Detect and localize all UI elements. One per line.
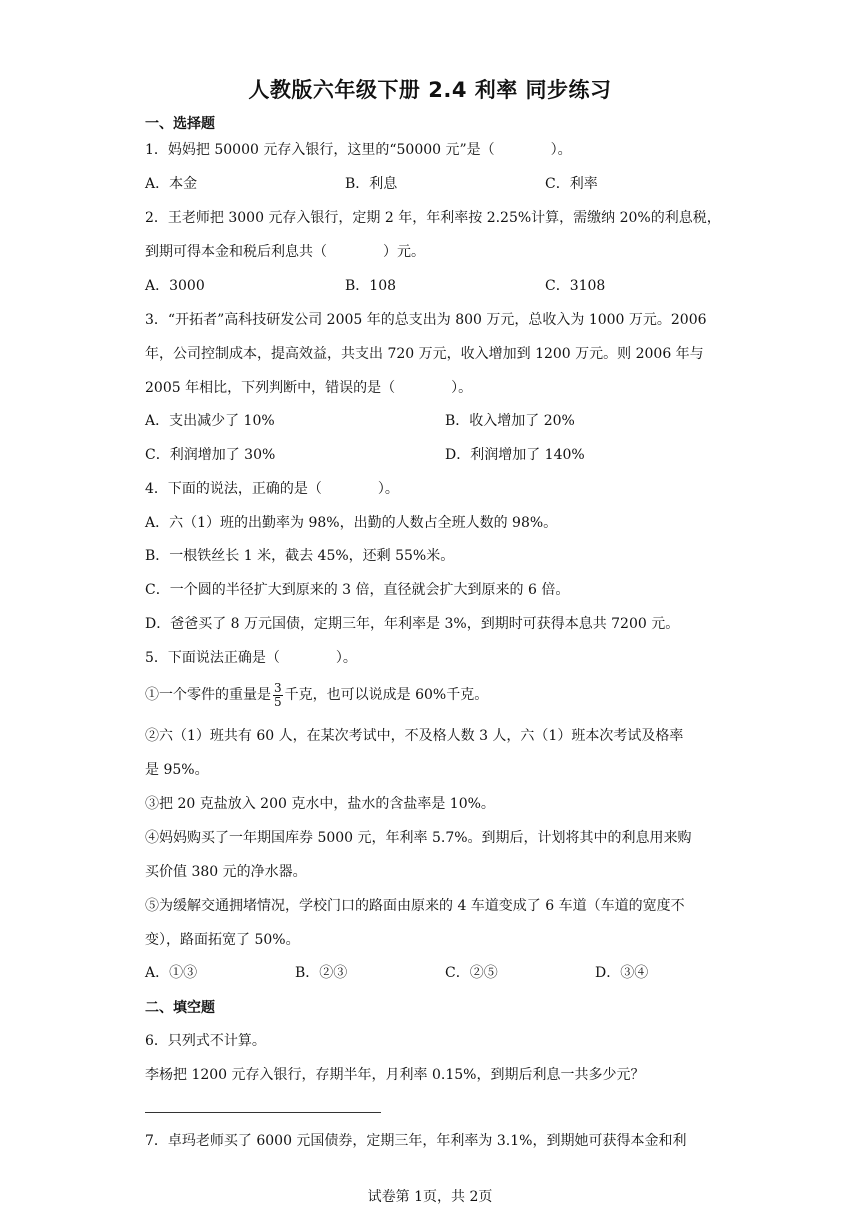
question-5-statement-4-line-2: 买价值 380 元的净水器。: [145, 864, 307, 880]
fraction-numerator: 3: [274, 680, 282, 695]
question-3-option-b[interactable]: B．收入增加了 20%: [445, 413, 575, 429]
question-5-statement-1: [145, 680, 488, 710]
section-heading-fill: 二、填空题: [145, 1000, 215, 1016]
question-5-statement-5-line-2: 变），路面拓宽了 50%。: [145, 932, 300, 948]
question-5-stem: 5．下面说法正确是（ ）。: [145, 650, 357, 666]
question-5-statement-3: ③把 20 克盐放入 200 克水中，盐水的含盐率是 10%。: [145, 796, 495, 812]
question-2-option-b[interactable]: B．108: [345, 278, 397, 294]
question-2-stem-line-2: 到期可得本金和税后利息共（ ）元。: [145, 244, 425, 260]
question-2-option-c[interactable]: C．3108: [545, 278, 606, 294]
question-5-statement-4-line-1: ④妈妈购买了一年期国库券 5000 元，年利率 5.7%。到期后，计划将其中的利息用来购: [145, 830, 692, 846]
question-3-option-a[interactable]: A．支出减少了 10%: [145, 413, 275, 429]
statement-1-text-after: 千克，也可以说成是 60%千克。: [284, 687, 489, 703]
fraction-three-fifths: [273, 682, 283, 709]
question-1-option-c[interactable]: C．利率: [545, 176, 598, 192]
question-4-option-a[interactable]: A．六（1）班的出勤率为 98%，出勤的人数占全班人数的 98%。: [145, 515, 558, 531]
question-5-statement-5-line-1: ⑤为缓解交通拥堵情况，学校门口的路面由原来的 4 车道变成了 6 车道（车道的宽度不: [145, 898, 685, 914]
fraction-denominator: 5: [274, 694, 282, 709]
question-5-option-c[interactable]: C．②⑤: [445, 965, 498, 981]
page-title: 人教版六年级下册 2.4 利率 同步练习: [248, 78, 612, 102]
question-2-stem-line-1: 2．王老师把 3000 元存入银行，定期 2 年，年利率按 2.25%计算，需缴纳 20%的利息税，: [145, 210, 721, 226]
question-7-stem: 7．卓玛老师买了 6000 元国债券，定期三年，年利率为 3.1%，到期她可获得本金和利: [145, 1133, 687, 1149]
question-5-option-b[interactable]: B．②③: [295, 965, 348, 981]
statement-1-text-before: ①一个零件的重量是: [145, 687, 271, 703]
question-6-stem: 6．只列式不计算。: [145, 1033, 266, 1049]
question-4-option-d[interactable]: D．爸爸买了 8 万元国债，定期三年，年利率是 3%，到期时可获得本息共 7200 元。: [145, 616, 680, 632]
question-1-option-a[interactable]: A．本金: [145, 176, 198, 192]
page-footer: 试卷第 1页，共 2页: [367, 1189, 493, 1205]
question-5-option-d[interactable]: D．③④: [595, 965, 649, 981]
question-4-option-c[interactable]: C．一个圆的半径扩大到原来的 3 倍，直径就会扩大到原来的 6 倍。: [145, 582, 570, 598]
question-3-stem-line-3: 2005 年相比，下列判断中，错误的是（ ）。: [145, 380, 473, 396]
question-3-option-c[interactable]: C．利润增加了 30%: [145, 447, 276, 463]
section-heading-choice: 一、选择题: [145, 116, 215, 132]
question-5-option-a[interactable]: A．①③: [145, 965, 198, 981]
question-1-option-b[interactable]: B．利息: [345, 176, 398, 192]
question-5-statement-2-line-1: ②六（1）班共有 60 人，在某次考试中，不及格人数 3 人，六（1）班本次考试及格率: [145, 728, 684, 744]
question-3-stem-line-2: 年，公司控制成本，提高效益，共支出 720 万元，收入增加到 1200 万元。则 2006 年与: [145, 346, 704, 362]
question-3-stem-line-1: 3．“开拓者”高科技研发公司 2005 年的总支出为 800 万元，总收入为 1000 万元。2006: [145, 312, 707, 328]
question-6-body: 李杨把 1200 元存入银行，存期半年，月利率 0.15%，到期后利息一共多少元？: [145, 1067, 645, 1083]
answer-blank-line[interactable]: [145, 1112, 381, 1113]
question-5-statement-2-line-2: 是 95%。: [145, 762, 209, 778]
question-1-stem: 1．妈妈把 50000 元存入银行，这里的“50000 元”是（ ）。: [145, 142, 572, 158]
question-2-option-a[interactable]: A．3000: [145, 278, 205, 294]
question-4-option-b[interactable]: B．一根铁丝长 1 米，截去 45%，还剩 55%米。: [145, 548, 455, 564]
question-4-stem: 4．下面的说法，正确的是（ ）。: [145, 481, 399, 497]
question-3-option-d[interactable]: D．利润增加了 140%: [445, 447, 585, 463]
